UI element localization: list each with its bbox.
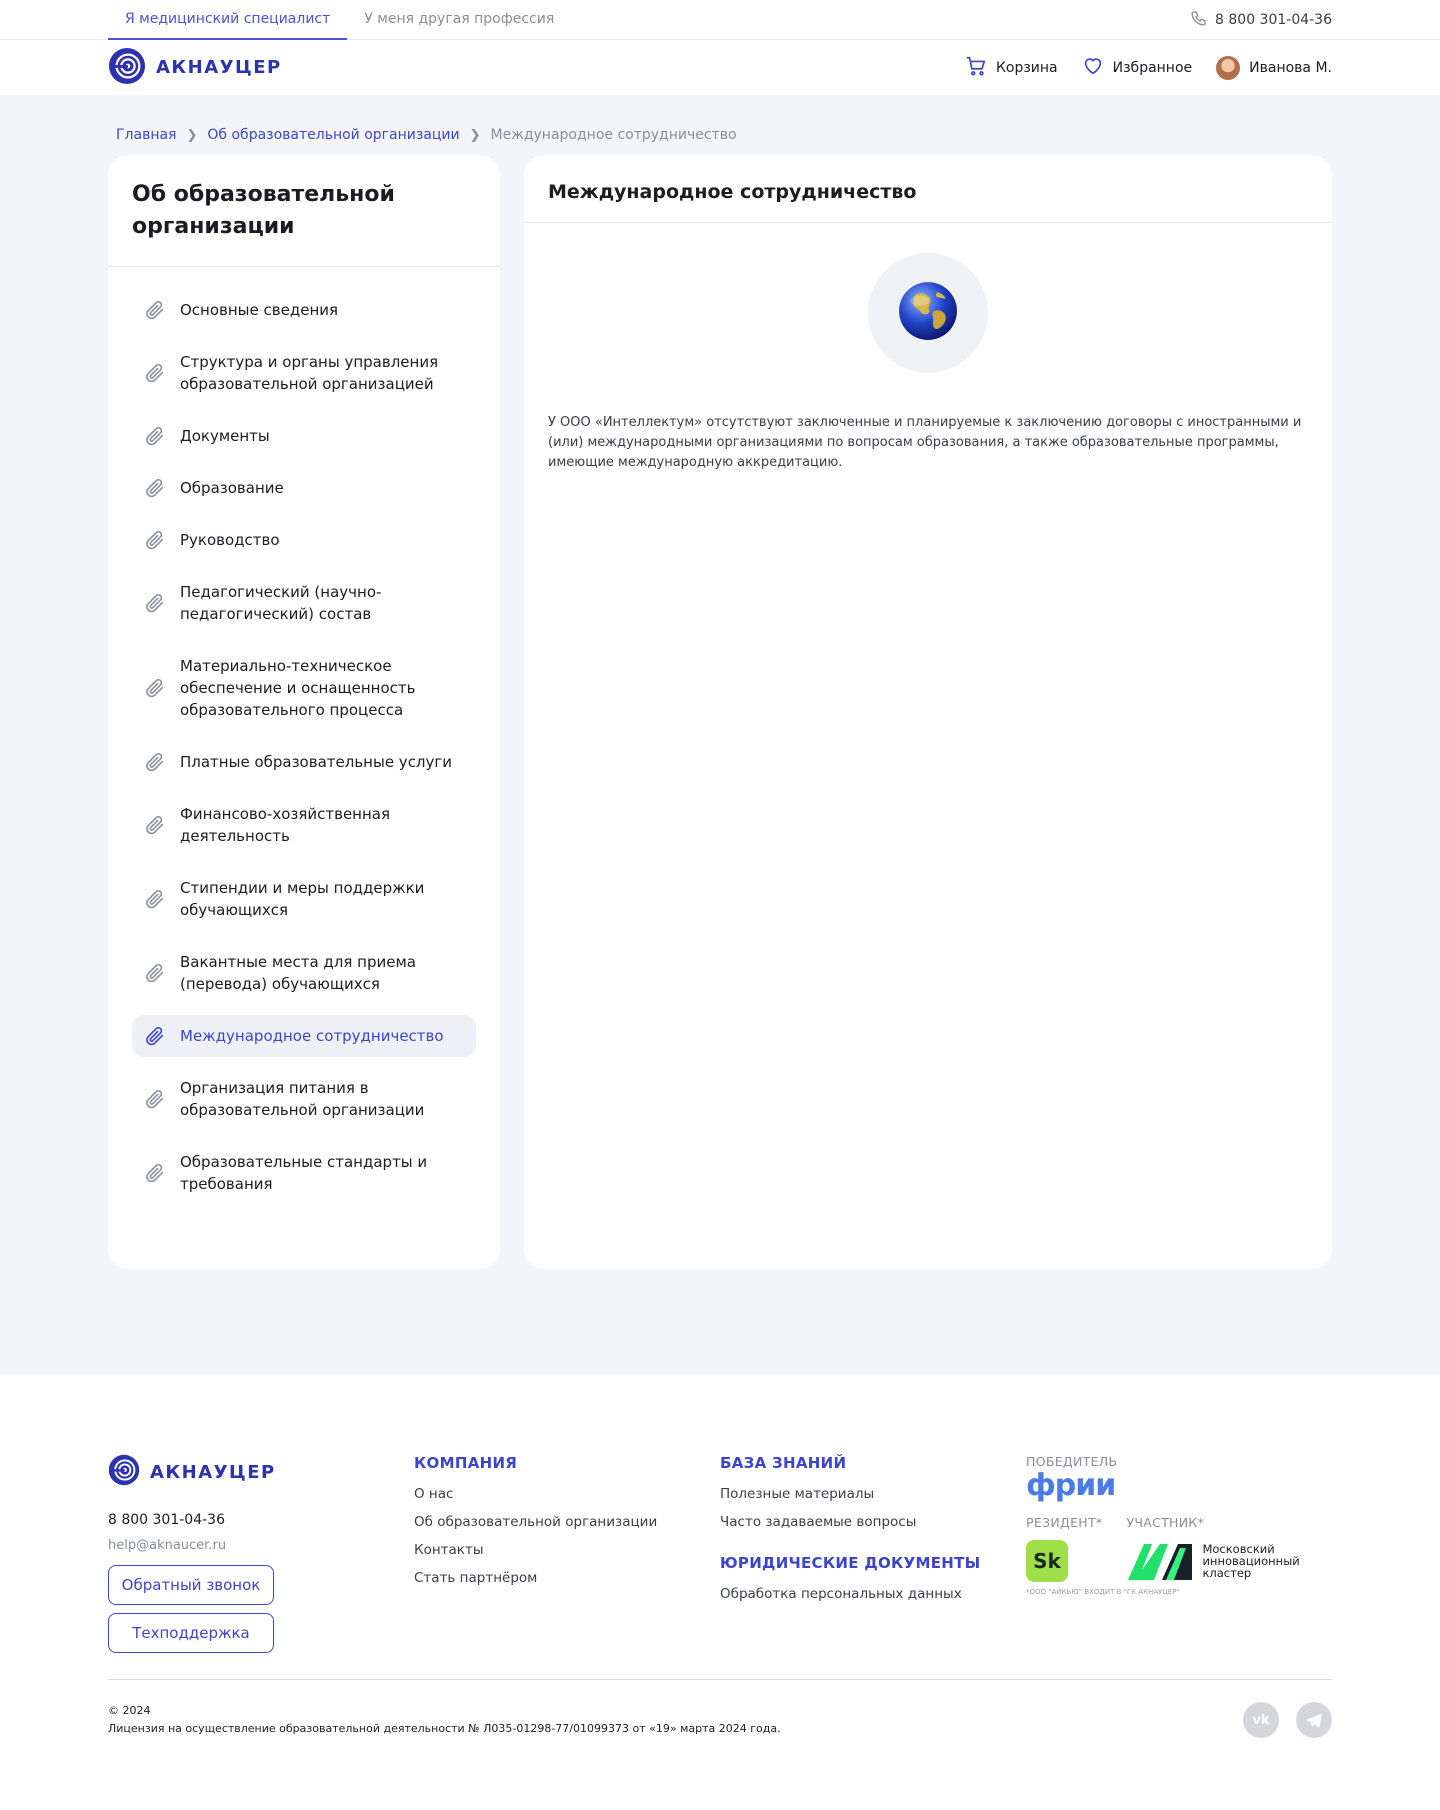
favorites-button[interactable] [1082,55,1193,81]
footer-company [414,1454,720,1661]
paperclip-icon [144,1025,166,1047]
sidebar-item-5[interactable] [132,519,476,561]
content [108,155,1332,1269]
footer-email[interactable]: help@aknaucer.ru [108,1538,227,1553]
header-actions [965,55,1332,81]
footer-legal-heading: ЮРИДИЧЕСКИЕ ДОКУМЕНТЫ [720,1554,981,1572]
sidebar-item-2[interactable] [132,341,476,405]
role-tabs [108,0,571,40]
footer-knowledge [720,1454,1026,1661]
footer-link-contacts[interactable]: Контакты [414,1542,484,1558]
paperclip-icon [144,477,166,499]
sidebar-item-label: Документы [180,427,270,445]
top-phone[interactable] [1190,0,1332,40]
sidebar-item-10[interactable] [132,867,476,931]
license-text: Лицензия на осуществление образовательной деятельности № Л035-01298-77/01099373 от «19» марта 2024 года. [108,1722,781,1735]
avatar [1216,56,1240,80]
winner-label: ПОБЕДИТЕЛЬ [1026,1454,1118,1469]
sidebar-title: Об образовательной организации [108,155,500,267]
resident-label: РЕЗИДЕНТ* [1026,1515,1103,1530]
mic-text-line: инновационный [1202,1554,1300,1568]
participant-label: УЧАСТНИК* [1126,1515,1205,1530]
tab-other-profession[interactable]: У меня другая профессия [364,11,555,27]
footer-link-partner[interactable]: Стать партнёром [414,1570,538,1586]
footer-company-heading: КОМПАНИЯ [414,1454,518,1472]
skolkovo-logo: Sk [1026,1540,1068,1582]
top-phone-number: 8 800 301-04-36 [1215,12,1332,28]
cart-button[interactable] [965,55,1058,81]
sidebar-item-11[interactable] [132,941,476,1005]
footer-knowledge-heading: БАЗА ЗНАНИЙ [720,1454,847,1472]
phone-icon [1190,10,1207,31]
breadcrumb-section[interactable]: Об образовательной организации [207,127,460,143]
main-text: У ООО «Интеллектум» отсутствуют заключенные и планируемые к заключению договоры с иностранными и (или) международными организациями по вопросам образования, а также образовательные программы, имеющие международную аккредитацию. [548,415,1302,470]
paperclip-icon [144,677,166,699]
cart-icon [965,55,987,81]
sidebar-item-3[interactable] [132,415,476,457]
user-menu[interactable] [1216,56,1332,80]
callback-button[interactable]: Обратный звонок [108,1565,274,1605]
paperclip-icon [144,1162,166,1184]
sidebar-item-8[interactable] [132,741,476,783]
sidebar-item-label: Руководство [180,531,280,549]
sidebar-menu [108,267,500,1227]
breadcrumb [108,95,1332,155]
moscow-innovation-cluster-logo [1126,1540,1299,1582]
favorites-label: Избранное [1112,59,1193,76]
footer-link-materials[interactable]: Полезные материалы [720,1486,875,1502]
paperclip-icon [144,814,166,836]
globe-icon [897,280,959,346]
vk-icon[interactable]: vk [1243,1702,1279,1738]
logo-icon [108,1454,140,1490]
paperclip-icon [144,529,166,551]
paperclip-icon [144,425,166,447]
sidebar-item-6[interactable] [132,571,476,635]
sidebar-item-14[interactable] [132,1141,476,1205]
sidebar-item-label: Основные сведения [180,301,339,319]
footer-link-about[interactable]: О нас [414,1486,454,1502]
mic-text-line: кластер [1202,1566,1252,1580]
paperclip-icon [144,962,166,984]
footer [0,1374,1440,1810]
paperclip-icon [144,299,166,321]
tab-medical-specialist[interactable]: Я медицинский специалист [108,0,347,40]
copyright: © 2024 [108,1704,151,1717]
heart-icon [1082,55,1104,81]
page-title: Международное сотрудничество [524,155,1332,223]
breadcrumb-current: Международное сотрудничество [490,127,737,143]
logo-text: АКНАУЦЕР [156,57,282,78]
header [0,40,1440,95]
user-name: Иванова М. [1249,59,1332,76]
footer-logo-text: АКНАУЦЕР [150,1461,276,1483]
mic-icon [1126,1540,1194,1582]
paperclip-icon [144,362,166,384]
paperclip-icon [144,592,166,614]
sidebar-item-label: Международное сотрудничество [180,1027,444,1045]
sidebar-item-13[interactable] [132,1067,476,1131]
sidebar-item-4[interactable] [132,467,476,509]
telegram-icon[interactable] [1296,1702,1332,1738]
social-links [1243,1702,1332,1738]
top-bar [0,0,1440,40]
footer-link-org[interactable]: Об образовательной организации [414,1514,658,1530]
sidebar-item-12[interactable] [132,1015,476,1057]
footer-link-faq[interactable]: Часто задаваемые вопросы [720,1514,917,1530]
chevron-right-icon: ❯ [469,127,481,143]
sidebar-item-label: Образовательные стандарты и требования [180,1153,428,1193]
footer-link-personal-data[interactable]: Обработка персональных данных [720,1586,962,1602]
breadcrumb-home[interactable]: Главная [116,127,177,143]
sidebar-item-label: Структура и органы управления образовательной организацией [180,353,439,393]
main-card [524,155,1332,1269]
paperclip-icon [144,1088,166,1110]
support-button[interactable]: Техподдержка [108,1613,274,1653]
sidebar [108,155,500,1269]
awards-note: *ООО "АЙКЬЮ" ВХОДИТ В "ГК АКНАУЦЕР" [1026,1588,1180,1596]
sidebar-item-label: Образование [180,479,284,497]
footer-logo[interactable] [108,1454,414,1490]
chevron-right-icon: ❯ [186,127,198,143]
sidebar-item-label: Стипендии и меры поддержки обучающихся [180,879,425,919]
footer-phone[interactable]: 8 800 301-04-36 [108,1512,225,1528]
sidebar-item-1[interactable] [132,289,476,331]
logo[interactable] [108,47,282,89]
footer-awards [1026,1454,1332,1661]
logo-icon [108,47,146,89]
frii-logo: фрии [1026,1468,1116,1503]
sidebar-item-9[interactable] [132,793,476,857]
paperclip-icon [144,888,166,910]
cart-label: Корзина [995,59,1058,76]
sidebar-item-label: Материально-техническое обеспечение и оснащенность образовательного процесса [180,657,416,719]
sidebar-item-7[interactable] [132,645,476,731]
sidebar-item-label: Финансово-хозяйственная деятельность [180,805,391,845]
mic-text-line: Московский [1202,1542,1275,1556]
footer-legal [108,1702,781,1738]
footer-contacts [108,1454,414,1661]
sidebar-item-label: Организация питания в образовательной организации [180,1079,425,1119]
paperclip-icon [144,751,166,773]
sidebar-item-label: Платные образовательные услуги [180,753,453,771]
sidebar-item-label: Вакантные места для приема (перевода) обучающихся [180,953,416,993]
sidebar-item-label: Педагогический (научно-педагогический) состав [180,583,382,623]
globe-badge [868,253,988,373]
